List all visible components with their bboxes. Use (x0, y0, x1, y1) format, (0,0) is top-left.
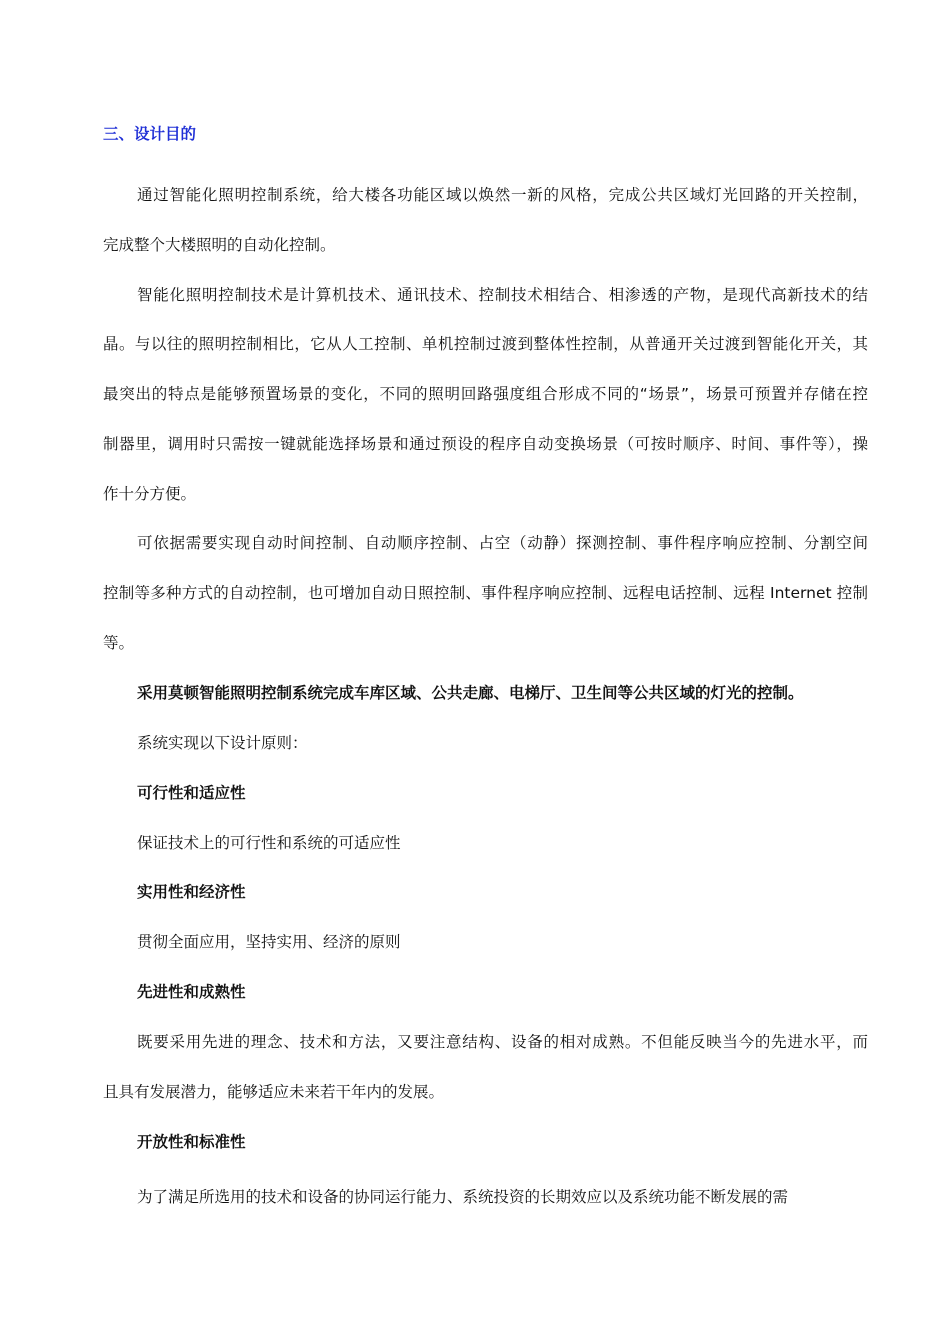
paragraph-2-line-1: 智能化照明控制技术是计算机技术、通讯技术、控制技术相结合、相渗透的产物，是现代高新技术的结 (137, 286, 868, 304)
principle-text-advancement-line-1: 既要采用先进的理念、技术和方法，又要注意结构、设备的相对成熟。不但能反映当今的先进水平，而 (137, 1033, 868, 1051)
principle-title-feasibility: 可行性和适应性 (137, 784, 246, 802)
bold-statement: 采用莫顿智能照明控制系统完成车库区域、公共走廊、电梯厅、卫生间等公共区域的灯光的控制。 (137, 684, 804, 702)
paragraph-1-line-2: 完成整个大楼照明的自动化控制。 (103, 236, 336, 254)
paragraph-2-line-4: 制器里，调用时只需按一键就能选择场景和通过预设的程序自动变换场景（可按时顺序、时间、事件等），操 (103, 435, 868, 453)
principle-title-advancement: 先进性和成熟性 (137, 983, 246, 1001)
paragraph-2-line-5: 作十分方便。 (103, 485, 197, 503)
paragraph-3-line-2: 控制等多种方式的自动控制，也可增加自动日照控制、事件程序响应控制、远程电话控制、远程 Internet 控制 (103, 584, 868, 602)
principle-text-openness: 为了满足所选用的技术和设备的协同运行能力、系统投资的长期效应以及系统功能不断发展的需 (137, 1188, 789, 1206)
section-title: 三、设计目的 (103, 125, 197, 143)
principle-text-practicality: 贯彻全面应用，坚持实用、经济的原则 (137, 933, 401, 951)
paragraph-2-line-2: 晶。与以往的照明控制相比，它从人工控制、单机控制过渡到整体性控制，从普通开关过渡到智能化开关，其 (103, 335, 868, 353)
principle-text-feasibility: 保证技术上的可行性和系统的可适应性 (137, 834, 401, 852)
paragraph-3-line-3: 等。 (103, 634, 135, 652)
principle-title-practicality: 实用性和经济性 (137, 883, 246, 901)
paragraph-3-line-1: 可依据需要实现自动时间控制、自动顺序控制、占空（动静）探测控制、事件程序响应控制、分割空间 (137, 534, 868, 552)
principle-text-advancement-line-2: 且具有发展潜力，能够适应未来若干年内的发展。 (103, 1083, 445, 1101)
principle-title-openness: 开放性和标准性 (137, 1133, 246, 1151)
paragraph-1-line-1: 通过智能化照明控制系统，给大楼各功能区域以焕然一新的风格，完成公共区域灯光回路的开关控制， (137, 186, 868, 204)
paragraph-2-line-3: 最突出的特点是能够预置场景的变化，不同的照明回路强度组合形成不同的“场景”，场景可预置并存储在控 (103, 385, 868, 403)
principles-intro: 系统实现以下设计原则： (137, 734, 308, 752)
